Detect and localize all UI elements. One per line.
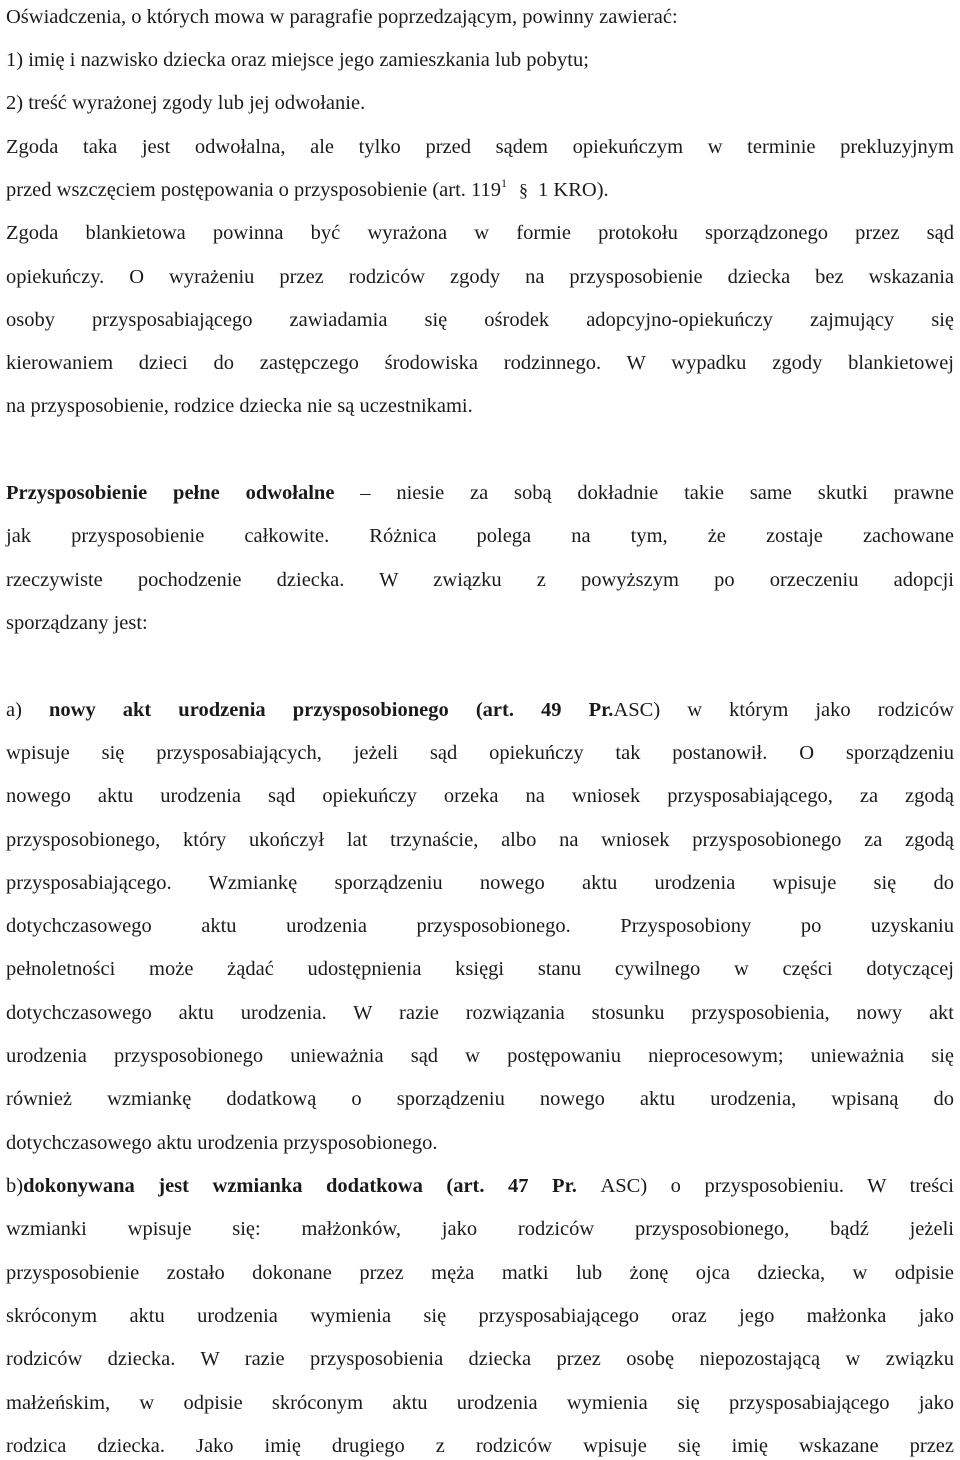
text-line: dotychczasowego aktu urodzenia. W razie rozwiązania stosunku przysposobienia, nowy akt xyxy=(6,1002,954,1024)
text-span: – niesie za sobą dokładnie takie same skutki prawne xyxy=(334,482,955,504)
text-span: przed wszczęciem postępowania o przysposobienie (art. 119 xyxy=(6,179,502,201)
text-line xyxy=(6,480,954,506)
text-line: na przysposobienie, rodzice dziecka nie są uczestnikami. xyxy=(6,395,473,417)
text-line: dotychczasowego aktu urodzenia przysposobionego. Przysposobiony po uzyskaniu xyxy=(6,915,954,937)
text-line: nowego aktu urodzenia sąd opiekuńczy orzeka na wniosek przysposabiającego, za zgodą xyxy=(6,785,954,807)
text-line: opiekuńczy. O wyrażeniu przez rodziców zgody na przysposobienie dziecka bez wskazania xyxy=(6,266,954,288)
bold-heading: Przysposobienie pełne odwołalne xyxy=(6,482,335,504)
text-line: urodzenia przysposobionego unieważnia sąd w postępowaniu nieprocesowym; unieważnia się xyxy=(6,1045,954,1067)
text-line: przysposabiającego. Wzmiankę sporządzeniu nowego aktu urodzenia wpisuje się do xyxy=(6,872,954,894)
text-line: rodzica dziecka. Jako imię drugiego z rodziców wpisuje się imię wskazane przez xyxy=(6,1435,954,1457)
text-line: Oświadczenia, o których mowa w paragrafie poprzedzającym, powinny zawierać: xyxy=(6,6,678,28)
text-line: przysposobionego, który ukończył lat trzynaście, albo na wniosek przysposobionego za zgodą xyxy=(6,829,954,851)
text-line: skróconym aktu urodzenia wymienia się przysposabiającego oraz jego małżonka jako xyxy=(6,1305,954,1327)
text-line: wpisuje się przysposabiających, jeżeli sąd opiekuńczy tak postanowił. O sporządzeniu xyxy=(6,742,954,764)
text-line: osoby przysposabiającego zawiadamia się ośrodek adopcyjno-opiekuńczy zajmujący się xyxy=(6,309,954,331)
list-item: 2) treść wyrażonej zgody lub jej odwołanie. xyxy=(6,92,366,114)
text-line: pełnoletności może żądać udostępnienia księgi stanu cywilnego w części dotyczącej xyxy=(6,958,954,980)
text-line: małżeńskim, w odpisie skróconym aktu urodzenia wymienia się przysposabiającego jako xyxy=(6,1392,954,1414)
text-line: Zgoda blankietowa powinna być wyrażona w formie protokołu sporządzonego przez sąd xyxy=(6,222,954,244)
text-line: sporządzany jest: xyxy=(6,612,148,634)
text-line: Zgoda taka jest odwołalna, ale tylko przed sądem opiekuńczym w terminie prekluzyjnym xyxy=(6,136,954,158)
bold-heading: dokonywana jest wzmianka dodatkowa (art. 47 Pr. xyxy=(23,1175,601,1197)
text-line xyxy=(6,697,954,723)
text-line: dotychczasowego aktu urodzenia przysposobionego. xyxy=(6,1132,438,1154)
bold-heading: nowy akt urodzenia przysposobionego (art. 49 Pr. xyxy=(49,699,614,721)
text-line: również wzmiankę dodatkową o sporządzeniu nowego aktu urodzenia, wpisaną do xyxy=(6,1088,954,1110)
text-span: b) xyxy=(6,1175,24,1197)
text-line: rodziców dziecka. W razie przysposobienia dziecka przez osobę niepozostającą w związku xyxy=(6,1348,954,1370)
superscript: 1 xyxy=(501,176,508,190)
text-span: 1 KRO). xyxy=(538,179,609,201)
list-item: 1) imię i nazwisko dziecka oraz miejsce jego zamieszkania lub pobytu; xyxy=(6,49,589,71)
text-line: rzeczywiste pochodzenie dziecka. W związku z powyższym po orzeczeniu adopcji xyxy=(6,569,954,591)
text-line: przysposobienie zostało dokonane przez męża matki lub żonę ojca dziecka, w odpisie xyxy=(6,1262,954,1284)
text-span: ASC) o przysposobieniu. W treści xyxy=(600,1175,955,1197)
text-line xyxy=(6,177,954,203)
text-line: kierowaniem dzieci do zastępczego środowiska rodzinnego. W wypadku zgody blankietowej xyxy=(6,352,954,374)
text-line: wzmianki wpisuje się: małżonków, jako rodziców przysposobionego, bądź jeżeli xyxy=(6,1218,954,1240)
text-line xyxy=(6,1173,954,1199)
text-span: ASC) w którym jako rodziców xyxy=(613,699,954,721)
section-sign: § xyxy=(519,180,529,200)
text-line: jak przysposobienie całkowite. Różnica polega na tym, że zostaje zachowane xyxy=(6,525,954,547)
text-span: a) xyxy=(6,699,49,721)
